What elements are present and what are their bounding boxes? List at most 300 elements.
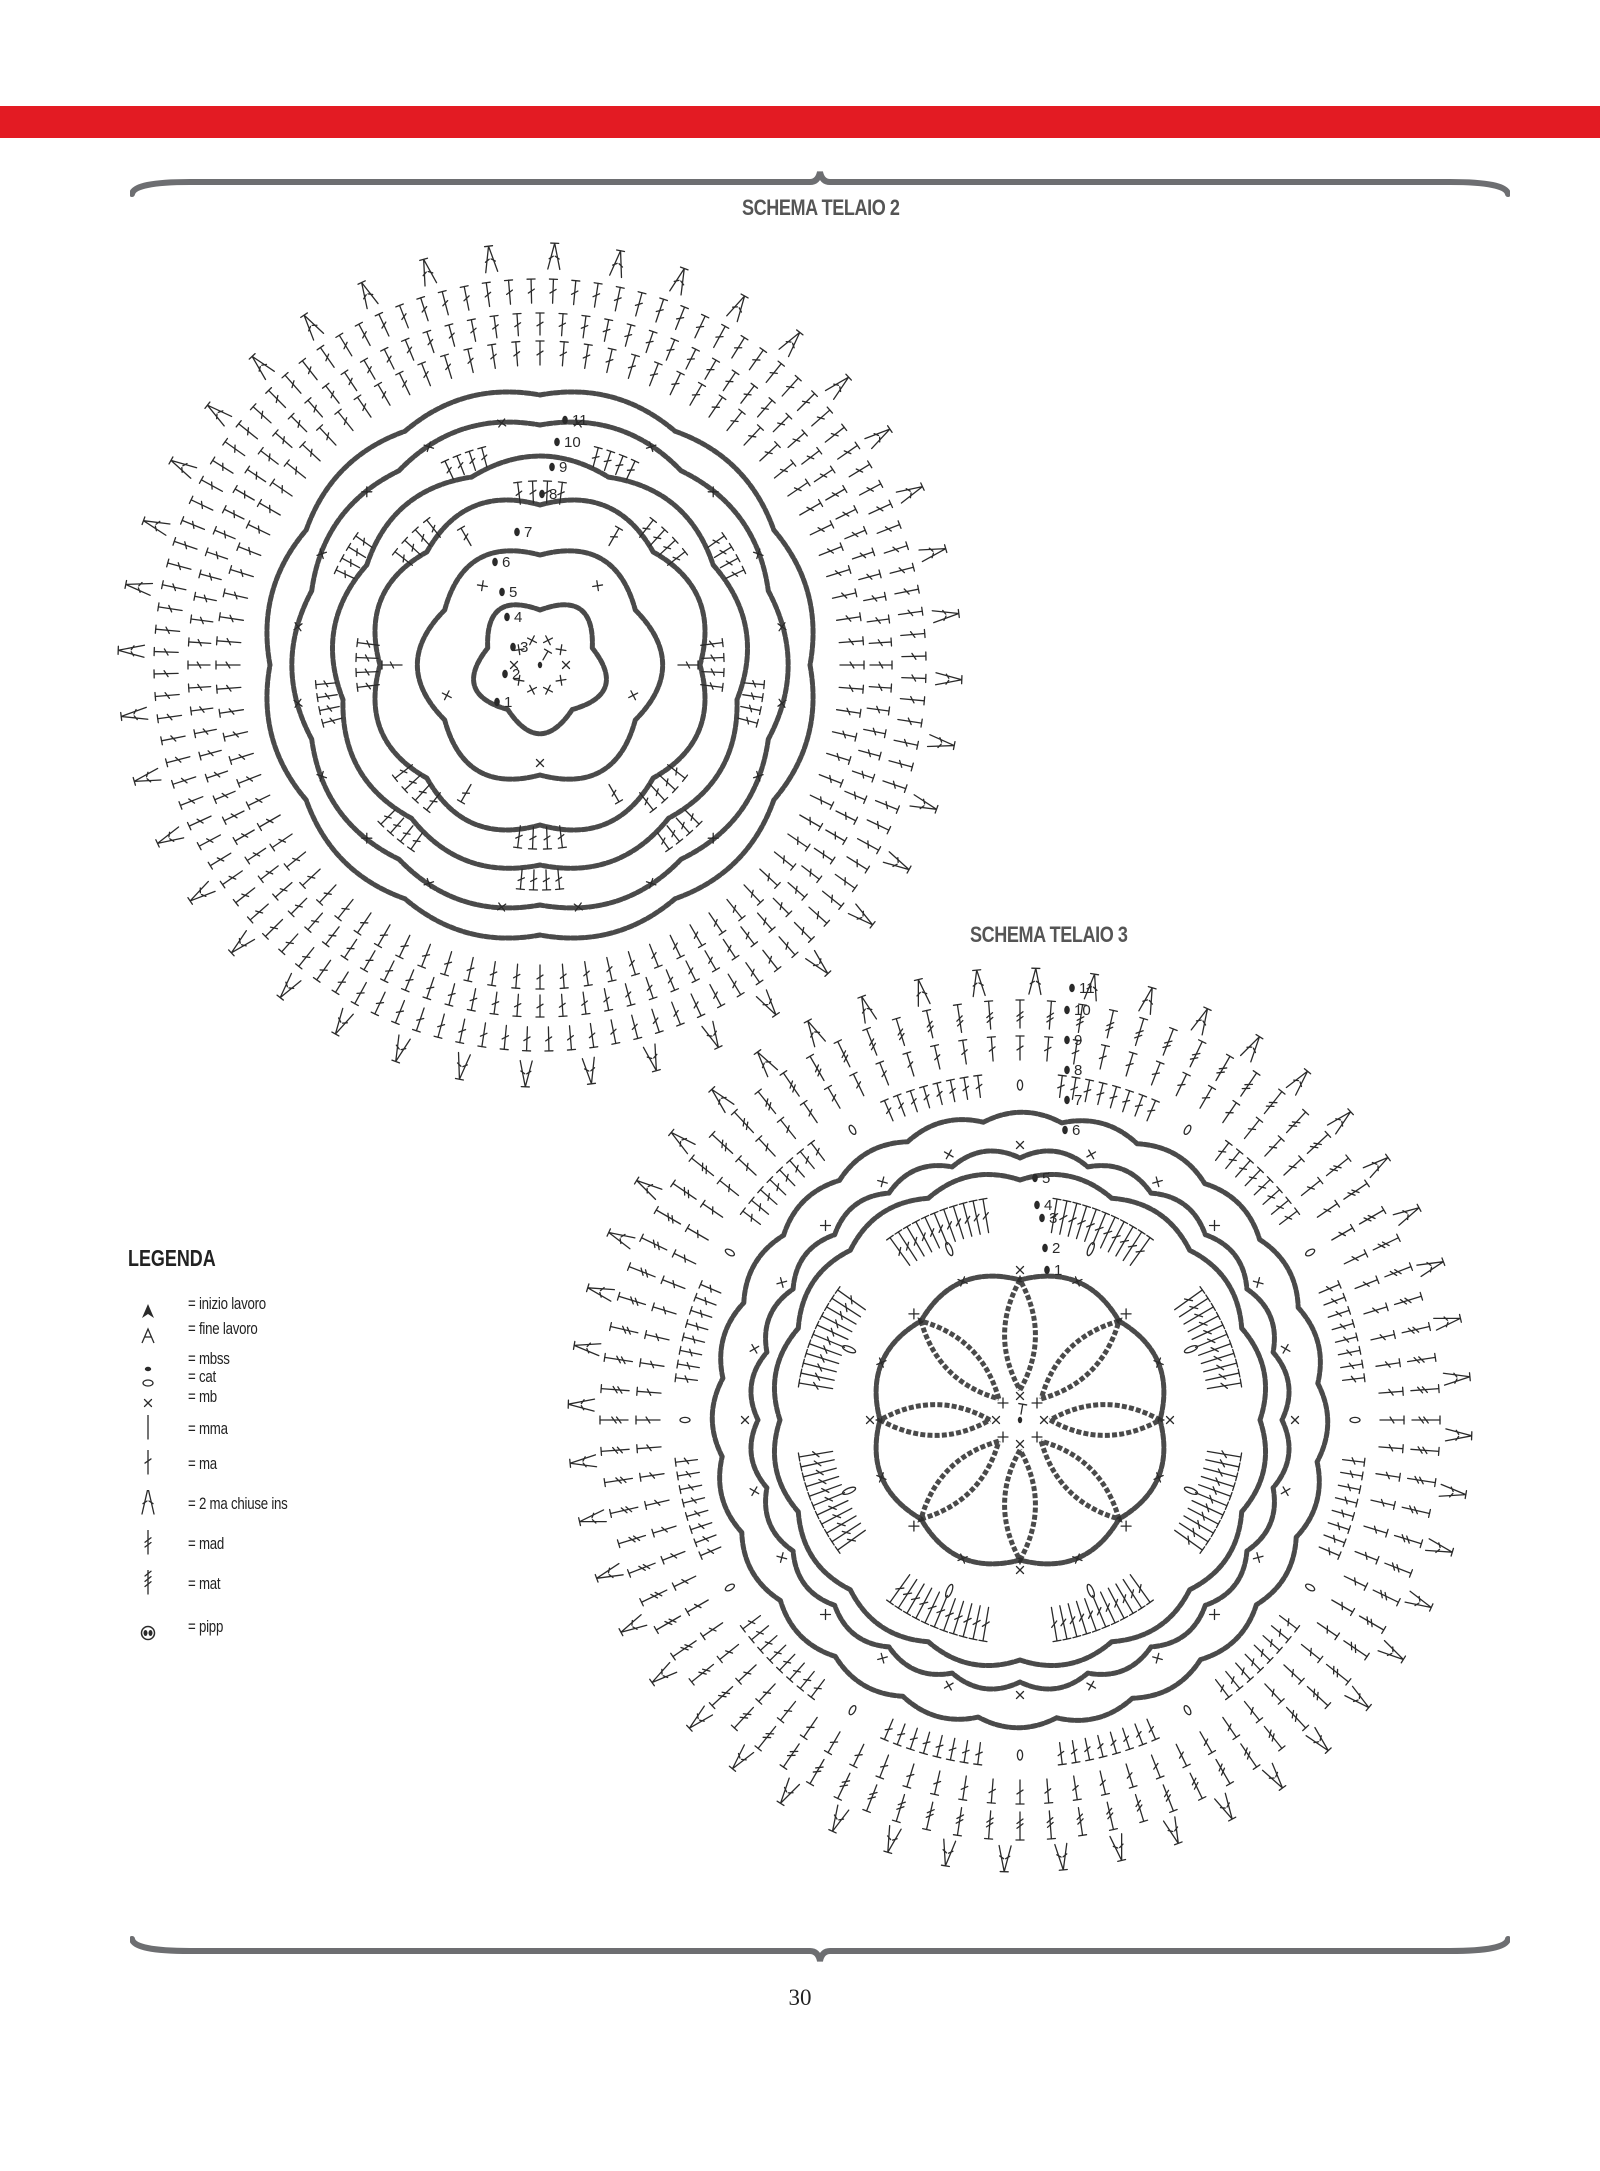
round-5-fan [346, 543, 367, 560]
round-9-stitch [402, 338, 418, 361]
round-8-stitch [300, 866, 323, 888]
round-10-stitch [628, 1263, 657, 1281]
round-11-decrease [1443, 1371, 1470, 1385]
round-10-stitch [263, 917, 286, 940]
round-number-label: 7 [524, 524, 533, 541]
round-8-stitch [335, 409, 356, 433]
round-8-fan [777, 1167, 798, 1188]
round-10-stitch [413, 1007, 428, 1032]
round-9-stitch [194, 725, 217, 737]
round-9-stitch [640, 1359, 665, 1370]
round-5-fan [742, 691, 763, 702]
round-start-slip-stitch [539, 490, 545, 498]
round-11-decrease [928, 735, 956, 752]
legend-label: = mb [188, 1387, 217, 1406]
legend-label: = ma [188, 1454, 217, 1473]
round-2-petal [1050, 1405, 1160, 1436]
round-9-stitch [777, 1117, 798, 1141]
round-10-stitch [898, 607, 923, 618]
round-8-stitch [488, 961, 499, 986]
round-4-shell [1105, 1586, 1128, 1620]
round-9-stitch [645, 1496, 670, 1509]
round-9-stitch [1096, 1045, 1109, 1070]
round-10-stitch [456, 1018, 469, 1043]
round-number-label: 3 [520, 639, 529, 656]
round-6-stitch [878, 1177, 888, 1187]
round-9-stitch [205, 767, 228, 782]
round-5-fan [612, 454, 627, 476]
round-11-decrease [727, 293, 750, 322]
round-10-stitch [900, 630, 925, 640]
round-11-decrease [728, 1745, 754, 1773]
round-6-stitch [742, 1417, 749, 1424]
round-start-slip-stitch [1062, 1126, 1068, 1134]
round-8-fan [675, 1456, 698, 1467]
round-9-stitch [1375, 1470, 1400, 1481]
start-arrow [1017, 1404, 1027, 1415]
round-4-chain [944, 1242, 954, 1257]
round-4-shell [1112, 1582, 1136, 1615]
round-9-stitch [702, 358, 720, 381]
round-9-stitch [1330, 1597, 1355, 1616]
round-4-shell [1127, 1572, 1153, 1604]
round-9-stitch [600, 319, 612, 342]
legend-label: = mad [188, 1534, 225, 1553]
round-8-stitch [237, 543, 262, 559]
round-8-fan [933, 1082, 946, 1105]
round-10-stitch [894, 585, 919, 598]
round-8-stitch [335, 897, 356, 921]
round-10-stitch [1371, 1586, 1400, 1605]
round-8-fan [797, 1149, 817, 1171]
round-8-stitch [757, 442, 780, 464]
round-10-stitch [434, 1013, 448, 1038]
round-11-decrease [707, 1085, 734, 1112]
round-8-stitch [667, 934, 685, 959]
round-1-stitch [998, 1398, 1008, 1408]
center-ring [538, 662, 542, 668]
round-8-stitch [317, 882, 339, 905]
round-10-stitch [897, 716, 922, 728]
round-10-stitch [155, 625, 180, 635]
round-10-stitch [780, 1071, 802, 1099]
round-6-stitch [1153, 1653, 1163, 1663]
round-11-decrease [1417, 1256, 1446, 1276]
round-9-stitch [1173, 1743, 1191, 1768]
round-10-stitch [1401, 1503, 1430, 1517]
round-11-decrease [883, 852, 912, 875]
round-8-chain [724, 1248, 735, 1258]
round-8-stitch [396, 934, 414, 959]
round-10-stitch [728, 336, 748, 361]
round-9-stitch [213, 527, 236, 543]
round-9-stitch [1148, 1754, 1164, 1779]
round-9-stitch [717, 1177, 741, 1198]
round-10-stitch [617, 1292, 646, 1308]
round-11-decrease [649, 1663, 677, 1688]
round-10-stitch [375, 313, 392, 338]
round-11-decrease [1215, 1793, 1238, 1822]
legend [128, 1245, 388, 1745]
round-4-chain [1086, 1242, 1096, 1257]
round-10-stitch [892, 1793, 908, 1822]
round-4-fan [529, 481, 538, 503]
round-2-picot [537, 760, 544, 767]
round-4-shell [1127, 1235, 1153, 1267]
round-9-stitch [305, 910, 326, 932]
round-3-stitch [1121, 1309, 1131, 1319]
round-10-stitch [710, 324, 729, 349]
round-8-fan [675, 1374, 698, 1385]
round-10-stitch [731, 1705, 756, 1731]
round-4-shell [1056, 1200, 1071, 1235]
round-10-stitch [570, 280, 580, 305]
round-10-stitch [889, 563, 914, 577]
round-4-shell [921, 1590, 943, 1624]
round-9-stitch [190, 615, 213, 626]
round-5-fan [322, 714, 343, 727]
round-9-stitch [637, 1387, 662, 1397]
round-4-shell [1172, 1527, 1204, 1553]
round-11-decrease [606, 1227, 635, 1249]
round-4-fan [702, 654, 724, 663]
round-8-stitch [772, 460, 796, 481]
round-10-stitch [847, 461, 872, 480]
round-9-stitch [663, 338, 679, 361]
round-4-shell [1089, 1212, 1109, 1246]
round-3-stitch [382, 661, 402, 669]
round-9-stitch [824, 486, 847, 504]
round-4-shell [815, 1321, 849, 1343]
round-8-stitch [687, 382, 706, 407]
round-4-shell [1056, 1605, 1071, 1640]
round-11-decrease [1345, 1686, 1373, 1712]
round-3-stitch [606, 783, 623, 804]
round-9-stitch [642, 330, 657, 353]
round-11-decrease [1405, 1591, 1434, 1613]
center-ring [1018, 1417, 1022, 1423]
round-6-stitch [777, 1278, 787, 1288]
round-number-label: 1 [1054, 1262, 1063, 1279]
round-4-shell [1207, 1447, 1242, 1461]
round-8-fan [893, 1094, 908, 1117]
round-10-stitch [654, 1207, 682, 1228]
round-9-stitch [770, 895, 791, 916]
round-9-stitch [1343, 1250, 1368, 1268]
round-start-slip-stitch [504, 613, 510, 621]
round-10-stitch [155, 691, 180, 701]
round-number-label: 2 [1052, 1240, 1061, 1257]
round-4-chain [1086, 1584, 1096, 1599]
round-11-decrease [1263, 1763, 1288, 1791]
round-9-stitch [825, 1085, 844, 1110]
round-9-stitch [1197, 1085, 1216, 1110]
round-9-stitch [490, 315, 501, 338]
round-start-slip-stitch [1034, 1201, 1040, 1209]
round-4-fan [656, 772, 678, 793]
round-4-shell [1120, 1577, 1145, 1610]
round-number-label: 11 [572, 412, 588, 429]
decrease-icon [128, 1490, 168, 1530]
round-10-stitch [820, 888, 844, 909]
round-9-stitch [777, 1699, 798, 1723]
round-9-stitch [288, 413, 309, 434]
round-9-stitch [863, 592, 886, 604]
round-8-stitch [223, 589, 248, 602]
round-11-decrease [1445, 1429, 1471, 1442]
round-10-stitch [1305, 1684, 1331, 1709]
round-8-fan [1131, 1723, 1146, 1746]
round-8-chain [1350, 1417, 1360, 1422]
round-10-stitch [460, 286, 473, 311]
round-start-slip-stitch [1032, 1174, 1038, 1182]
round-8-stitch [536, 965, 544, 989]
round-5-fan [478, 447, 491, 468]
round-start-slip-stitch [1064, 1096, 1070, 1104]
round-9-stitch [1343, 1573, 1368, 1591]
round-8-stitch [441, 354, 456, 379]
round-8-fan [758, 1633, 780, 1654]
round-5-fan [589, 447, 602, 468]
round-2-petal [1005, 1280, 1036, 1390]
round-start-slip-stitch [510, 643, 516, 651]
round-10-stitch [883, 542, 908, 557]
round-number-label: 8 [1074, 1062, 1083, 1079]
round-6-stitch [750, 1487, 759, 1496]
round-9-stitch [273, 880, 295, 901]
round-10-stitch [1324, 1155, 1351, 1179]
round-6-stitch [777, 1553, 787, 1563]
round-9-stitch [323, 383, 343, 405]
round-8-stitch [772, 849, 796, 870]
triple-treble-icon [128, 1570, 168, 1610]
round-start-slip-stitch [1064, 1036, 1070, 1044]
round-10-stitch [392, 999, 408, 1024]
round-9-stitch [223, 506, 246, 523]
round-6-stitch [750, 1345, 759, 1354]
double-crochet-icon [128, 1450, 168, 1490]
round-11-decrease [227, 931, 254, 958]
round-8-fan [1331, 1320, 1354, 1334]
round-9-stitch [800, 1101, 820, 1125]
round-9-stitch [1354, 1276, 1379, 1292]
round-4-shell [830, 1295, 863, 1320]
round-4-shell [835, 1527, 867, 1553]
round-3-stitch [909, 1521, 919, 1531]
round-11-decrease [586, 1282, 614, 1301]
round-8-stitch [284, 460, 308, 481]
round-11-decrease [1164, 1817, 1184, 1846]
round-8-stitch [786, 479, 810, 499]
round-9-stitch [361, 358, 379, 381]
round-10-stitch [549, 279, 558, 303]
round-8-stitch [826, 566, 851, 581]
round-5-fan [712, 543, 733, 560]
round-9-stitch [233, 827, 256, 845]
round-10-stitch [654, 1613, 682, 1634]
round-8-stitch [219, 706, 244, 717]
round-9-stitch [402, 968, 418, 991]
round-10-stitch [671, 1180, 699, 1202]
round-8-stitch [839, 683, 864, 693]
round-3-stitch [1121, 1521, 1131, 1531]
round-start-slip-stitch [1069, 984, 1075, 992]
round-start-slip-stitch [492, 558, 498, 566]
round-11-decrease [1241, 1033, 1265, 1061]
round-10-stitch [336, 333, 355, 358]
round-8-stitch [246, 521, 271, 539]
round-10-stitch [900, 695, 925, 705]
round-8-fan [1081, 1079, 1093, 1102]
round-10-stitch [179, 793, 204, 809]
round-start-slip-stitch [499, 588, 505, 596]
round-10-stitch [1342, 1637, 1370, 1659]
round-4-shell [830, 1520, 863, 1545]
round-10-stitch [199, 476, 224, 495]
chart-title-telaio-2: SCHEMA TELAIO 2 [742, 195, 900, 220]
half-double-icon [128, 1415, 168, 1455]
round-10-stitch [923, 1010, 937, 1039]
round-8-fan [960, 1077, 971, 1100]
round-9-stitch [661, 1276, 686, 1292]
legend-label: = mat [188, 1574, 221, 1593]
legend-item [128, 1490, 388, 1520]
legend-label: = mbss [188, 1349, 230, 1368]
round-8-fan [694, 1293, 717, 1308]
round-9-stitch [1370, 1331, 1395, 1344]
top-red-band [0, 106, 1600, 138]
round-10-stitch [223, 438, 247, 458]
round-8-fan [1338, 1346, 1361, 1358]
round-8-fan [1233, 1660, 1254, 1682]
round-10-stitch [158, 603, 183, 615]
round-10-stitch [1237, 1071, 1259, 1099]
round-9-stitch [812, 466, 835, 485]
round-8-stitch [757, 866, 780, 888]
round-8-stitch [512, 342, 522, 367]
round-11-decrease [275, 973, 300, 1001]
round-11-decrease [932, 608, 959, 623]
round-11-decrease [896, 481, 925, 503]
round-9-stitch [851, 767, 874, 782]
round-10-stitch [691, 314, 708, 339]
round-4-fan [702, 668, 724, 677]
round-4-fan [647, 781, 668, 803]
round-8-fan [920, 1086, 934, 1109]
round-4-shell [835, 1287, 867, 1313]
round-11-decrease [118, 644, 144, 657]
round-11-decrease [595, 1564, 624, 1584]
round-10-stitch [746, 348, 766, 372]
round-8-stitch [786, 831, 810, 851]
round-11-decrease [919, 543, 947, 562]
round-9-stitch [637, 1443, 662, 1453]
round-4-chain [842, 1486, 857, 1496]
round-8-stitch [512, 964, 522, 989]
round-10-stitch [893, 736, 918, 749]
round-8-fan [699, 1281, 722, 1297]
round-8-stitch [646, 362, 662, 387]
round-2-picot [593, 581, 603, 591]
round-4-chain [944, 1584, 954, 1599]
round-9-stitch [903, 1763, 918, 1788]
round-5-fan [465, 450, 479, 472]
round-4-shell [1194, 1489, 1228, 1509]
round-6-stitch [945, 1150, 954, 1159]
round-10-stitch [779, 375, 801, 398]
round-8-fan [960, 1740, 971, 1763]
legend-label: = cat [188, 1367, 216, 1386]
round-10-stitch [672, 306, 688, 331]
round-10-stitch [371, 990, 388, 1015]
round-number-label: 7 [1074, 1092, 1083, 1109]
legend-item [128, 1450, 388, 1480]
round-9-stitch [959, 1040, 970, 1065]
round-10-stitch [189, 496, 214, 513]
round-11-decrease [913, 978, 931, 1006]
round-4-shell [921, 1215, 943, 1249]
round-9-stitch [1281, 1156, 1304, 1178]
round-11-decrease [1110, 1834, 1128, 1862]
round-10-stitch [482, 282, 493, 307]
round-10-stitch [1159, 1783, 1177, 1812]
round-9-stitch [876, 1754, 892, 1779]
round-9-stitch [987, 1779, 997, 1804]
legend-item [128, 1383, 388, 1413]
round-9-stitch [812, 845, 835, 864]
round-4-shell [931, 1594, 951, 1628]
round-8-stitch [216, 661, 240, 669]
round-number-label: 4 [1044, 1197, 1053, 1214]
round-9-stitch [513, 994, 522, 1016]
round-6-stitch [1281, 1345, 1290, 1354]
round-10-stitch [858, 480, 883, 498]
round-11-decrease [573, 1339, 601, 1355]
round-10-stitch [709, 1684, 735, 1709]
round-8-stitch [809, 792, 834, 810]
round-4-shell [912, 1220, 935, 1254]
round-4-shell [1172, 1287, 1204, 1313]
round-2-picot [478, 581, 488, 591]
round-9-stitch [188, 638, 210, 647]
round-10-stitch [279, 931, 301, 954]
round-10-stitch [523, 1027, 532, 1051]
round-8-fan [1094, 1735, 1107, 1758]
round-4-shell [1105, 1220, 1128, 1254]
round-10-stitch [1411, 1385, 1440, 1395]
round-1-stitch [528, 685, 537, 694]
page-number: 30 [788, 1985, 812, 2010]
round-9-stitch [1016, 1036, 1024, 1060]
round-9-stitch [1370, 1496, 1395, 1509]
round-8-chain [1305, 1583, 1316, 1593]
round-11-decrease [848, 904, 876, 929]
round-8-fan [767, 1177, 788, 1198]
round-10-stitch [709, 1131, 735, 1156]
round-9-stitch [381, 959, 398, 982]
round-10-stitch [299, 358, 320, 382]
round-5-fan [744, 679, 765, 689]
round-9-stitch [1380, 1416, 1404, 1424]
round-8-fan [907, 1727, 922, 1750]
round-9-stitch [245, 466, 268, 485]
round-4-shell [969, 1200, 984, 1235]
round-number-label: 4 [514, 609, 523, 626]
round-4-shell [1190, 1321, 1224, 1343]
round-9-stitch [834, 506, 857, 523]
round-10-stitch [505, 280, 515, 305]
round-11-decrease [418, 258, 437, 286]
